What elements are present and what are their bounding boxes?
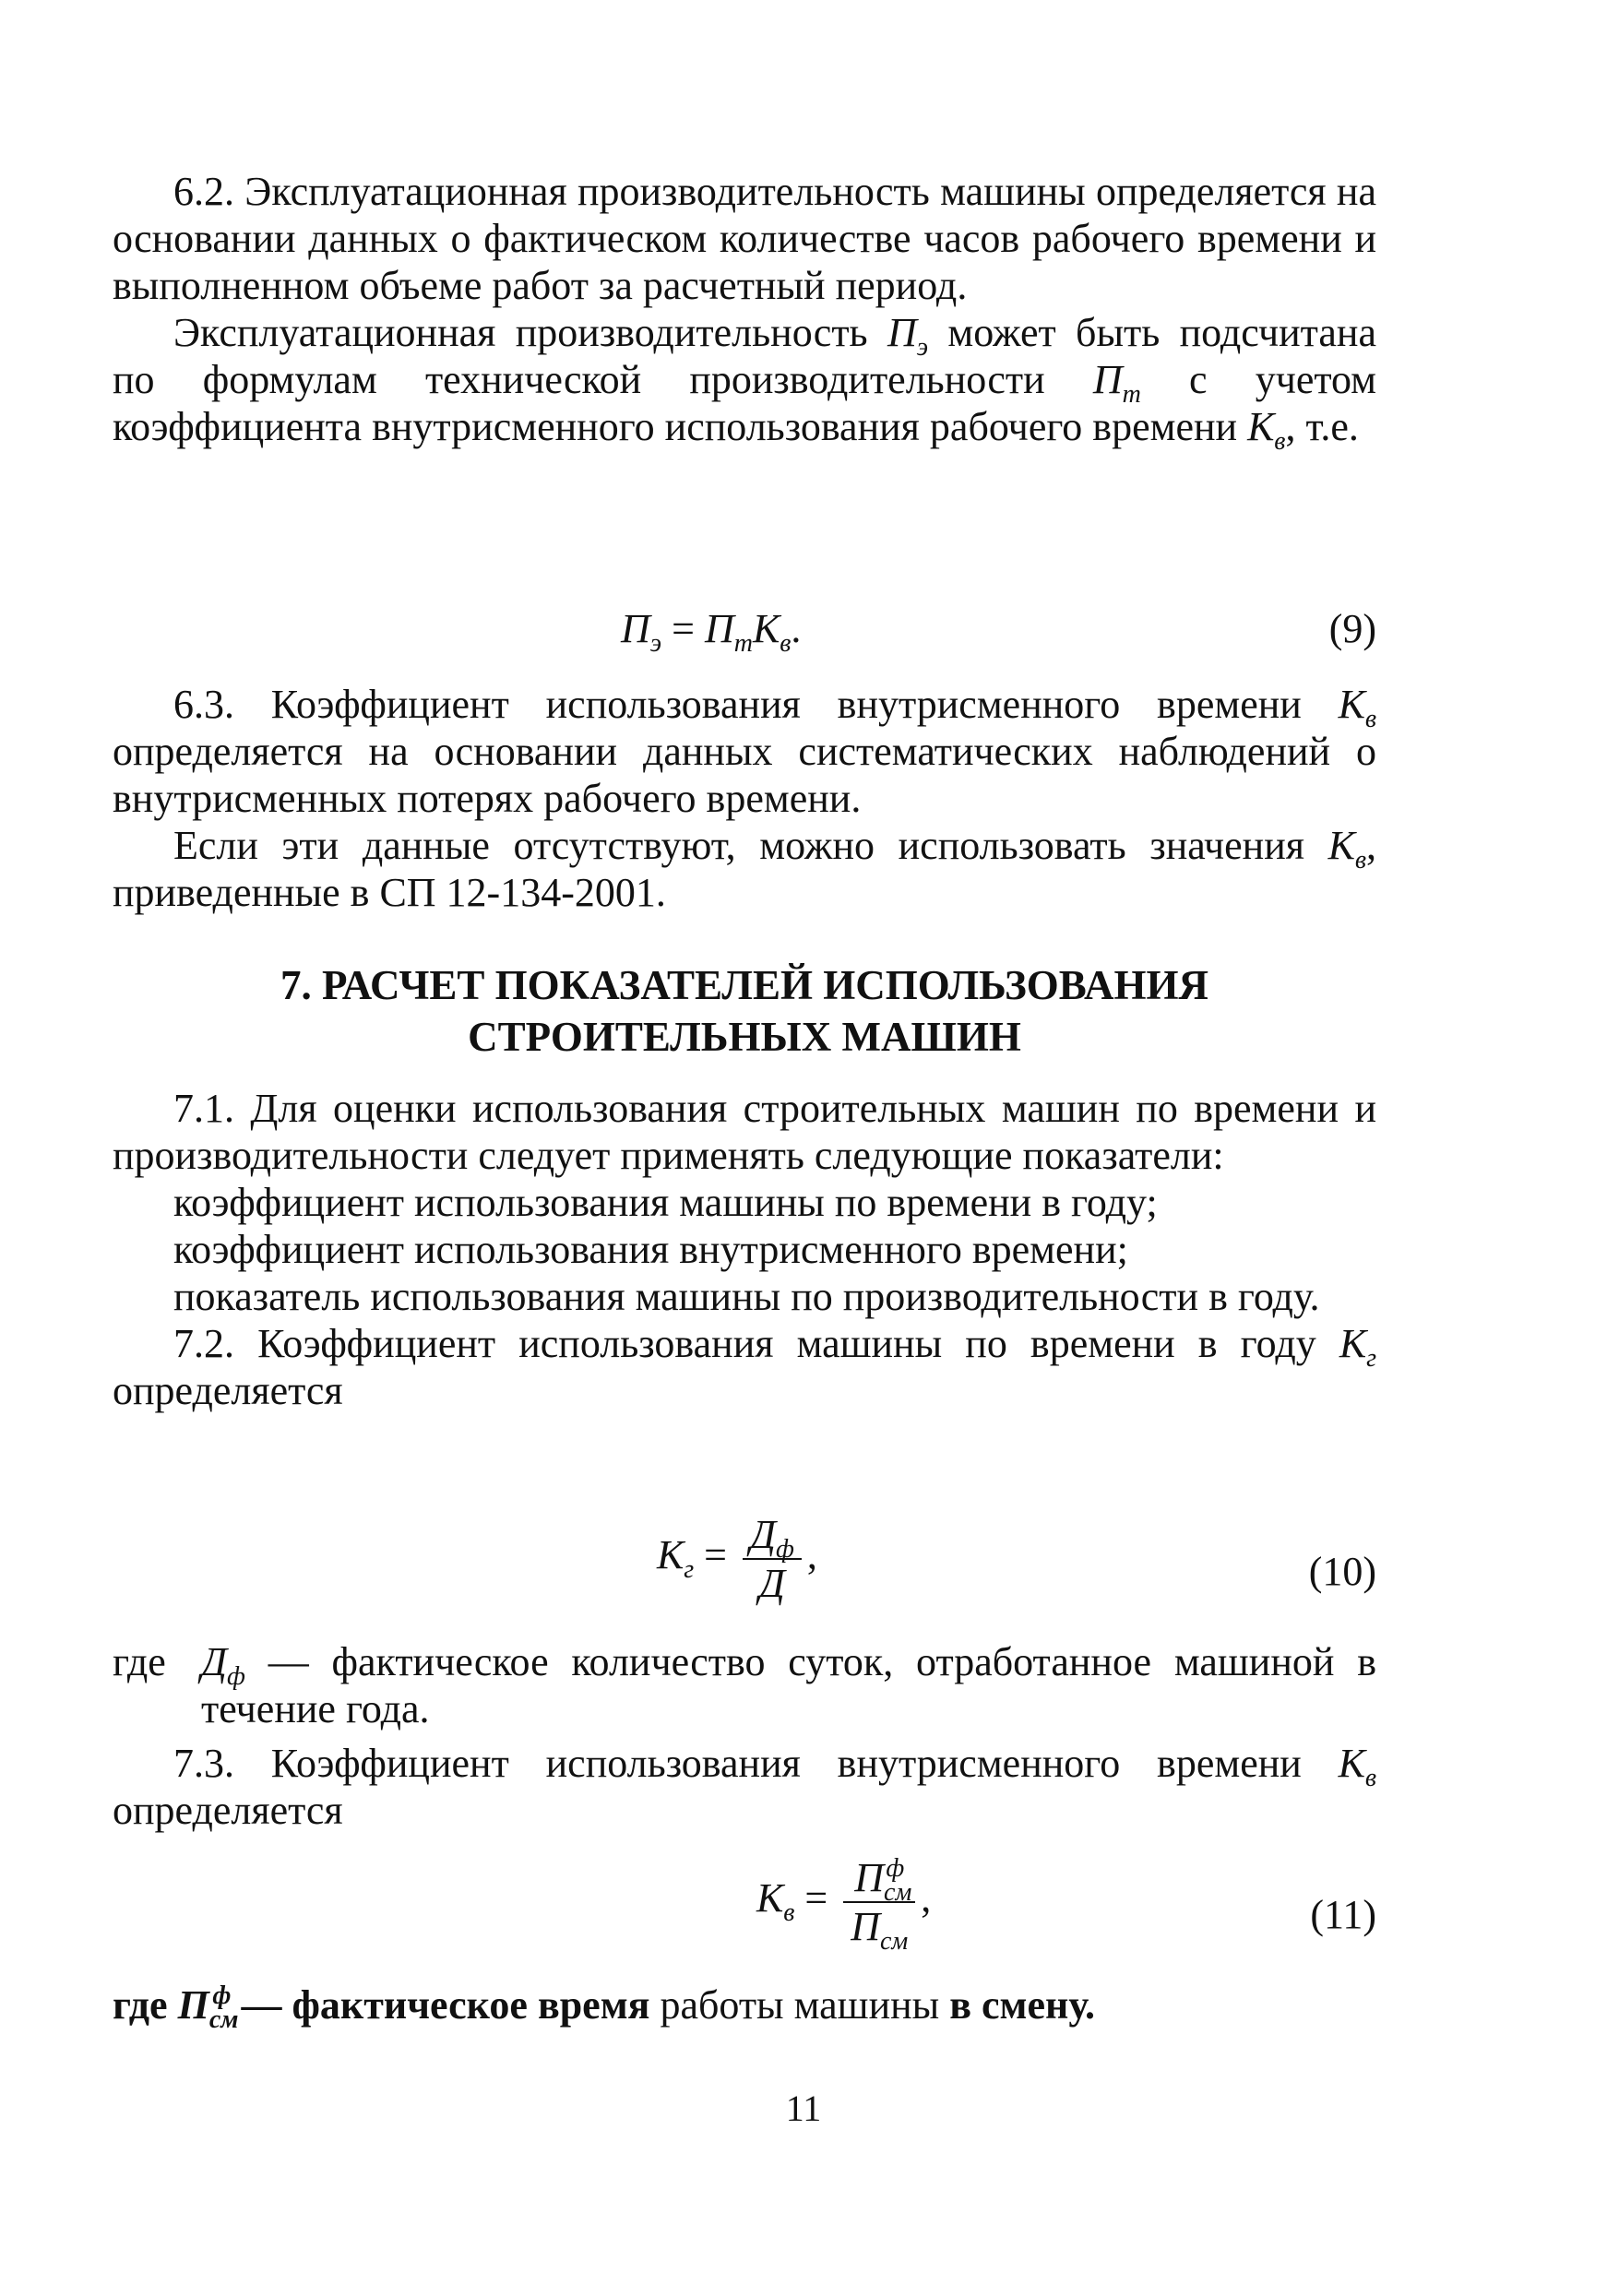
list-item: коэффициент использования внутрисменного времени; [173,1227,1128,1272]
symbol-k-v: $К_в$ [1327,823,1366,874]
symbol-p-e: $П_э$ [887,310,929,362]
symbol-p-sm-f: $П_{см}^ф$ [177,1981,239,2034]
section-heading: 7. РАСЧЕТ ПОКАЗАТЕЛЕЙ ИСПОЛЬЗОВАНИЯ СТРОИТЕЛЬНЫХ МАШИН [280,962,1208,1060]
equation-9-number: (9) [1328,606,1376,651]
equation-11 [113,1854,1376,1965]
section-6-3 [113,681,1376,916]
paragraph-7-3: 7.3. Коэффициент использования внутрисменного времени $К_в$ определяется [113,1741,1376,1833]
symbol-k-v: $К_в$ [1338,1741,1376,1792]
page-number: 11 [785,2088,822,2129]
equation-10-number: (10) [1308,1549,1376,1594]
paragraph-6-3-reference: Если эти данные отсутствуют, можно использовать значения $К_в$, приведенные в СП 12-134-2001. [113,823,1376,915]
equation-10-body: $К_г$ = $\frac{Д_ф}{Д}$ , [657,1512,817,1606]
fraction: $\frac{П_{см}^ф}{П_{см}}$ [843,1854,915,1950]
equation-9 [113,605,1376,679]
equation-11-legend: где $П_{см}^ф$ — фактическое время работы машины в смену. [113,1981,1095,2034]
equation-10-legend: где $Д_ф$ — фактическое количество суток, отработанное машиной в течение года. [113,1639,1376,1731]
equation-9-body: $П_э = П_тК_в$. [621,606,802,658]
section-6-2 [113,168,1377,456]
equation-11-body: $К_в$ = $\frac{П_{см}^ф}{П_{см}}$ , [756,1854,932,1956]
symbol-d-f: $Д_ф$ [201,1639,245,1691]
paragraph-6-3: 6.3. Коэффициент использования внутрисменного времени $К_в$ определяется на основании данных систематических наблюдений о внутрисменных потерях рабочего времени. [113,682,1376,821]
paragraph-6-2: 6.2. Эксплуатационная производительность машины определяется на основании данных о фактическом количестве часов рабочего времени и выполненном объеме работ за расчетный период. [113,169,1376,308]
section-7-1 [113,1085,1376,1414]
symbol-k-v: $К_в$ [1338,682,1376,733]
paragraph-7-2: 7.2. Коэффициент использования машины по времени в году $К_г$ определяется [113,1321,1376,1413]
section-7-3 [113,1740,1376,1834]
equation-10 [113,1511,1376,1622]
paragraph-7-1: 7.1. Для оценки использования строительных машин по времени и производительности следует применять следующие показатели: [113,1086,1376,1178]
list-item: коэффициент использования машины по времени в году; [173,1180,1158,1225]
paragraph-6-2-formula-intro: Эксплуатационная производительность $П_э$ может быть подсчитана по формулам технической производительности $П_т$ с учетом коэффициента внутрисменного использования рабочего времени $К_в$, т.е. [113,310,1377,456]
equation-11-number: (11) [1310,1892,1376,1937]
symbol-p-t: $П_т$ [1092,357,1141,409]
list-item: показатель использования машины по производительности в году. [173,1274,1320,1319]
symbol-k-g: $К_г$ [1339,1321,1376,1373]
symbol-k-v: $К_в$ [1247,404,1286,456]
fraction: $\frac{Д_ф}{Д}$ [743,1511,802,1607]
